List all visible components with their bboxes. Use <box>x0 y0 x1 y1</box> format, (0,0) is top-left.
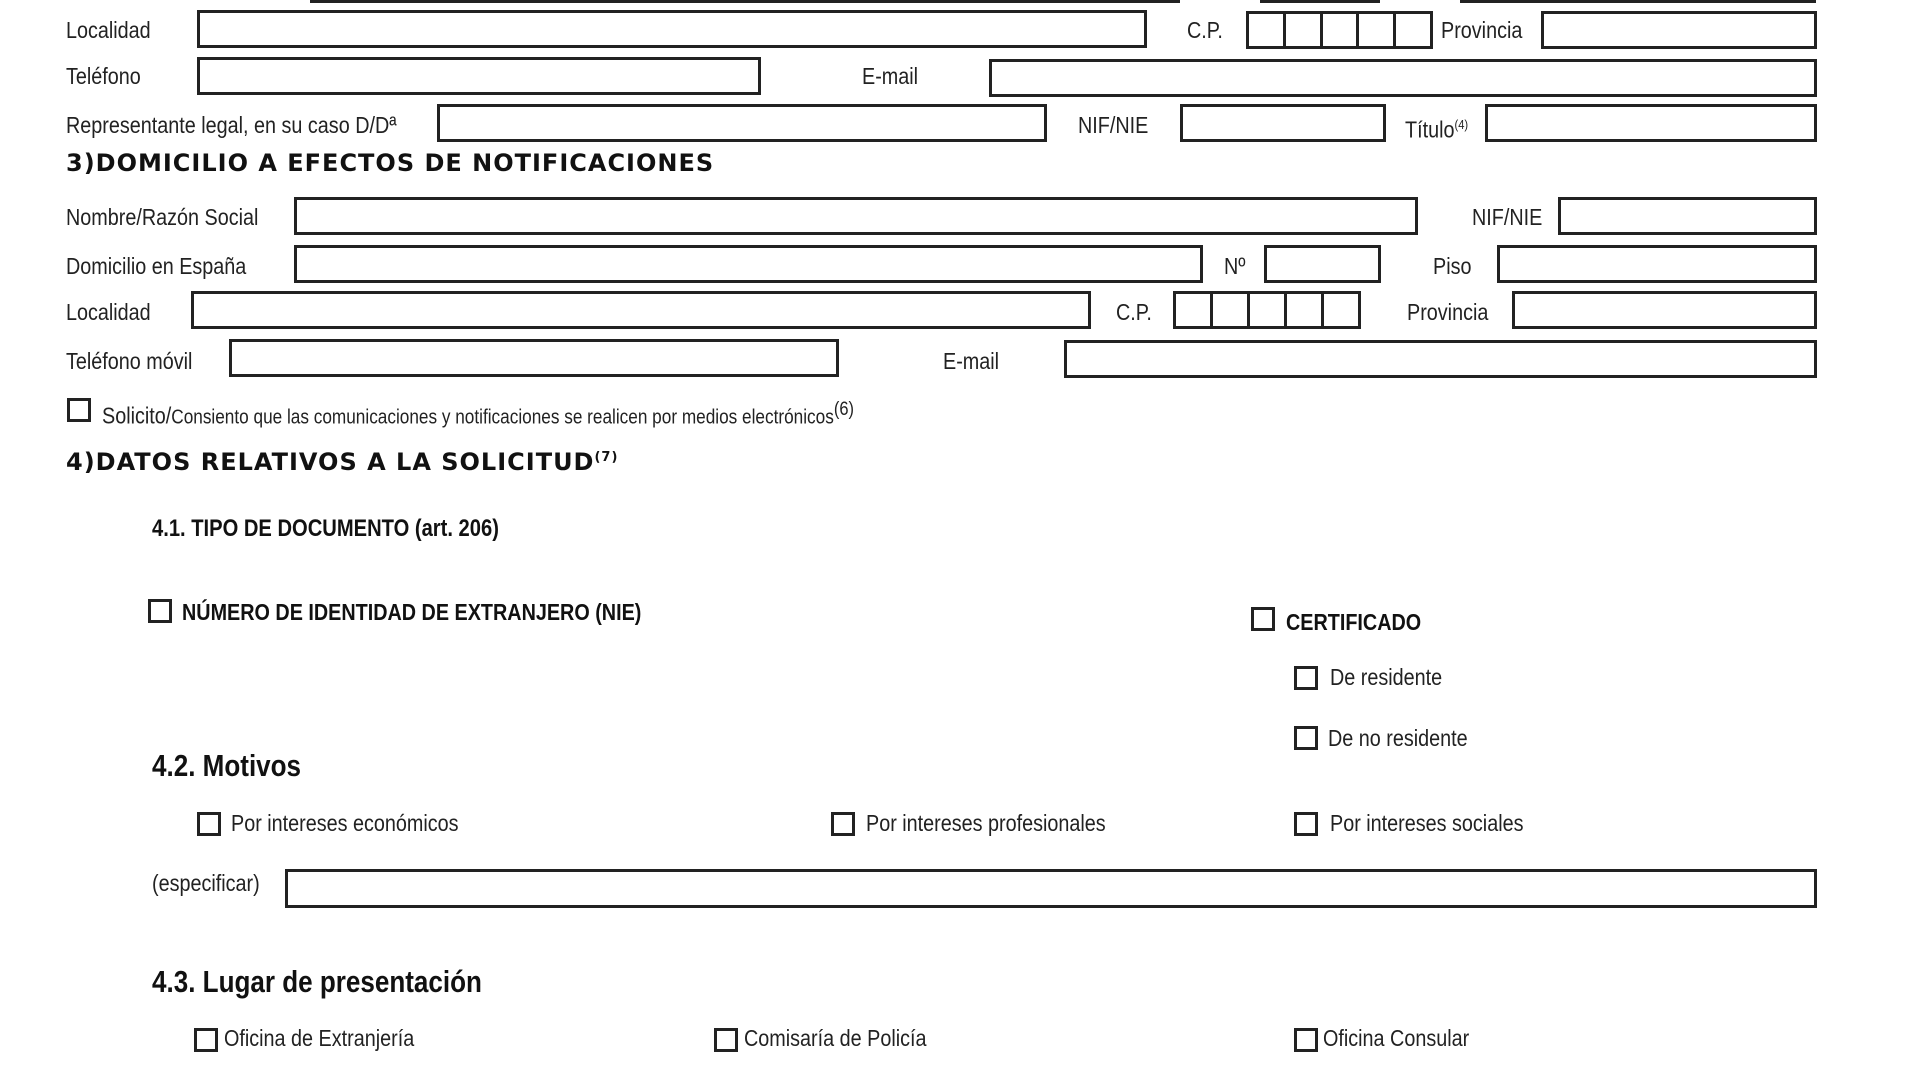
economicos-label: Por intereses económicos <box>231 810 459 836</box>
comisaria-checkbox[interactable] <box>714 1028 738 1052</box>
piso-label: Piso <box>1433 253 1472 279</box>
notif-provincia-label: Provincia <box>1407 299 1489 325</box>
notif-cp-input[interactable] <box>1173 291 1361 329</box>
localidad-label: Localidad <box>66 17 151 43</box>
provincia-label: Provincia <box>1441 17 1523 43</box>
titulo-input[interactable] <box>1485 104 1817 142</box>
cutoff-field-3[interactable] <box>1460 0 1816 3</box>
provincia-input[interactable] <box>1541 11 1817 49</box>
piso-input[interactable] <box>1497 245 1817 283</box>
titulo-label: Título$^{(4)}$ <box>1405 116 1469 143</box>
nombre-input[interactable] <box>294 197 1418 235</box>
comisaria-label: Comisaría de Policía <box>744 1025 927 1051</box>
consent-text: Solicito/Consiento que las comunicaciones y notificaciones se realicen por medios electrónicos$^{(6)}$ <box>102 399 854 429</box>
nie-label: NÚMERO DE IDENTIDAD DE EXTRANJERO (NIE) <box>182 599 642 625</box>
notif-email-label: E-mail <box>943 348 1000 374</box>
telefono-label: Teléfono <box>66 63 141 89</box>
notif-localidad-label: Localidad <box>66 299 151 325</box>
consular-checkbox[interactable] <box>1294 1028 1318 1052</box>
profesionales-checkbox[interactable] <box>831 812 855 836</box>
cp-label: C.P. <box>1187 17 1223 43</box>
representante-nif-input[interactable] <box>1180 104 1386 142</box>
localidad-input[interactable] <box>197 10 1147 48</box>
tipo-documento-title: 4.1. TIPO DE DOCUMENTO (art. 206) <box>152 515 499 542</box>
nie-checkbox[interactable] <box>148 599 172 623</box>
numero-input[interactable] <box>1264 245 1381 283</box>
movil-input[interactable] <box>229 339 839 377</box>
motivos-title: 4.2. Motivos <box>152 748 302 783</box>
domicilio-label: Domicilio en España <box>66 253 247 279</box>
extranjeria-checkbox[interactable] <box>194 1028 218 1052</box>
notif-localidad-input[interactable] <box>191 291 1091 329</box>
section3-title: 3)DOMICILIO A EFECTOS DE NOTIFICACIONES <box>66 149 715 177</box>
especificar-label: (especificar) <box>152 870 260 896</box>
consent-checkbox[interactable] <box>67 398 91 422</box>
sociales-checkbox[interactable] <box>1294 812 1318 836</box>
extranjeria-label: Oficina de Extranjería <box>224 1025 415 1051</box>
profesionales-label: Por intereses profesionales <box>866 810 1106 836</box>
representante-nif-label: NIF/NIE <box>1078 112 1149 138</box>
email-input[interactable] <box>989 59 1817 97</box>
numero-label: Nº <box>1224 253 1246 279</box>
section4-title: 4)DATOS RELATIVOS A LA SOLICITUD$^{(7)}$ <box>66 448 619 476</box>
certificado-checkbox[interactable] <box>1251 607 1275 631</box>
notif-cp-label: C.P. <box>1116 299 1152 325</box>
no-residente-checkbox[interactable] <box>1294 726 1318 750</box>
consular-label: Oficina Consular <box>1323 1025 1470 1051</box>
residente-label: De residente <box>1330 664 1443 690</box>
notif-email-input[interactable] <box>1064 340 1817 378</box>
notif-nif-input[interactable] <box>1558 197 1817 235</box>
no-residente-label: De no residente <box>1328 725 1468 751</box>
especificar-input[interactable] <box>285 869 1817 908</box>
domicilio-input[interactable] <box>294 245 1203 283</box>
nombre-label: Nombre/Razón Social <box>66 204 259 230</box>
economicos-checkbox[interactable] <box>197 812 221 836</box>
cp-input[interactable] <box>1246 11 1433 49</box>
residente-checkbox[interactable] <box>1294 666 1318 690</box>
representante-label: Representante legal, en su caso D/Dª <box>66 112 397 138</box>
notif-nif-label: NIF/NIE <box>1472 204 1543 230</box>
representante-input[interactable] <box>437 104 1047 142</box>
movil-label: Teléfono móvil <box>66 348 193 374</box>
sociales-label: Por intereses sociales <box>1330 810 1524 836</box>
cutoff-field-1[interactable] <box>310 0 1180 3</box>
notif-provincia-input[interactable] <box>1512 291 1817 329</box>
cutoff-field-2[interactable] <box>1260 0 1380 3</box>
lugar-title: 4.3. Lugar de presentación <box>152 964 482 999</box>
telefono-input[interactable] <box>197 57 761 95</box>
email-label: E-mail <box>862 63 919 89</box>
certificado-label: CERTIFICADO <box>1286 609 1422 635</box>
